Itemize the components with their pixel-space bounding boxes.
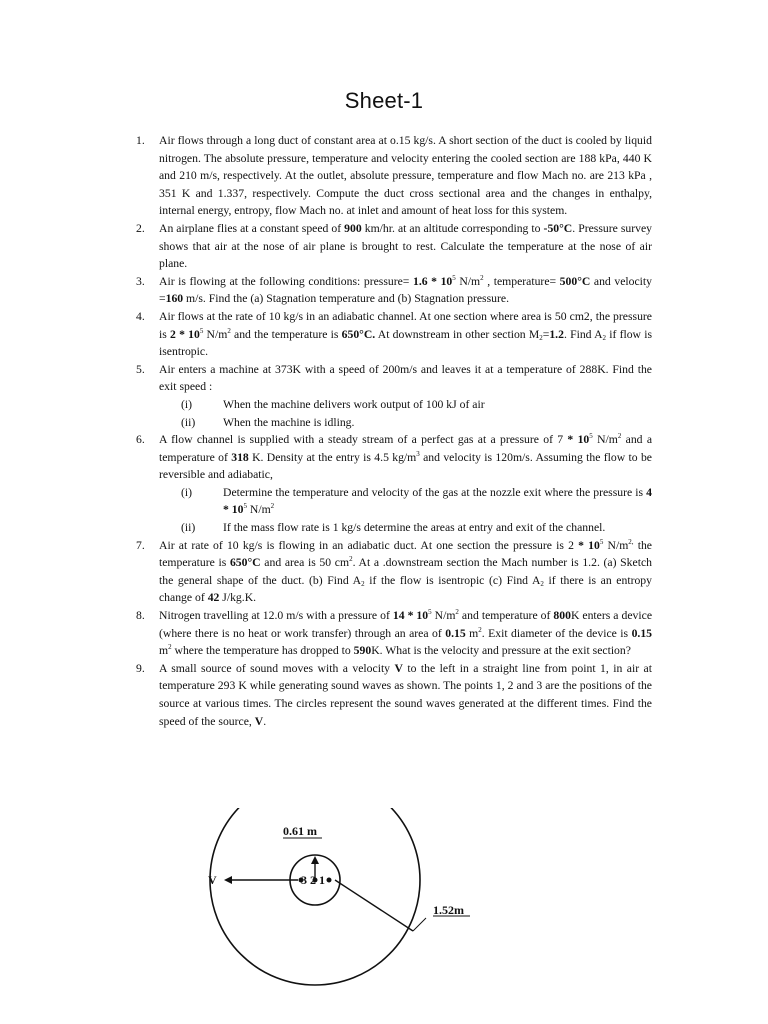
problem-number: 7. (136, 538, 145, 552)
text-run: K. Density at the entry is 4.5 kg/m (248, 450, 417, 464)
superscript: 5 (243, 502, 247, 511)
text-run: if there is an entropy change of (159, 573, 652, 605)
bold-value: 14 * 10 (392, 609, 429, 623)
velocity-label: V (208, 873, 217, 887)
text-run: An airplane flies at a constant speed of (159, 221, 345, 235)
problem-number: 6. (136, 433, 145, 447)
subscript: 2 (602, 333, 607, 342)
problem-2 (136, 220, 652, 273)
sub-number: (ii) (181, 415, 196, 429)
text-run: where the temperature has dropped to (171, 644, 354, 658)
text-run: Air at rate of 10 kg/s is flowing in an adiabatic duct. At one section the pressure is 2 (159, 538, 579, 552)
text-run: N/m (455, 274, 481, 288)
sub-question (136, 519, 652, 537)
problem-number: 1. (136, 134, 145, 147)
superscript: 5 (428, 608, 432, 617)
bold-value: 500°C (559, 274, 591, 288)
problem-number: 2. (136, 221, 145, 235)
sub-text: When the machine is idling. (223, 415, 355, 429)
text-run: A flow channel is supplied with a steady stream of a perfect gas at a pressure of 7 (159, 433, 568, 447)
point-1 (327, 878, 332, 883)
bold-value: 1.6 * 10 (412, 274, 453, 288)
text-run: . (263, 714, 267, 728)
problem-8 (136, 607, 652, 660)
sub-text: If the mass flow rate is 1 kg/s determine the areas at entry and exit of the channel. (223, 521, 606, 535)
text-run: and temperature of (458, 609, 554, 623)
text-run: N/m (246, 503, 271, 517)
text-run: and area is 50 cm (260, 556, 350, 570)
text-run: m (465, 626, 479, 640)
text-run: the temperature is (159, 538, 652, 570)
large-radius-leader (413, 918, 426, 931)
text-run: Determine the temperature and velocity of the gas at the nozzle exit where the pressure is (223, 485, 647, 499)
large-radius-line (335, 880, 413, 931)
superscript: 2 (270, 502, 275, 511)
problem-3 (136, 273, 652, 308)
text-run: K. What is the velocity and pressure at the exit section? (371, 644, 631, 658)
superscript: 5 (589, 432, 593, 441)
sub-text: When the machine delivers work output of 100 kJ of air (223, 397, 485, 411)
bold-value: 0.15 (631, 626, 653, 640)
text-run: . Exit diameter of the device is (481, 626, 632, 640)
problem-list (136, 132, 652, 730)
bold-value: 650°C (229, 556, 261, 570)
superscript: 2 (168, 643, 172, 652)
bold-value: 318 (231, 450, 249, 464)
text-run: A small source of sound moves with a velocity (159, 661, 395, 675)
bold-value: 42 (207, 591, 220, 605)
text-run: = (542, 327, 550, 341)
text-run: to the left in a straight line from point 1, in air at temperature 293 K while generating sound waves as shown. The points 1, 2 and 3 are the positions of the source at various times. The circles represent the sound waves generated at the different times. Find the speed of the source, (159, 661, 652, 728)
bold-value: 800 (553, 609, 571, 623)
problem-number: 8. (136, 609, 145, 623)
bold-value: * 10 (567, 433, 590, 447)
text-run: K enters a device (where there is no heat or work transfer) through an area of (159, 609, 653, 640)
bold-value: * 10 (578, 538, 600, 552)
text-run: and velocity = (159, 274, 652, 306)
sound-wave-figure (190, 808, 490, 1008)
superscript: 2 (617, 432, 622, 441)
superscript: 2, (628, 537, 634, 546)
text-run: km/hr. at an altitude corresponding to (361, 221, 544, 235)
bold-value: V (254, 714, 264, 728)
text-run: and a temperature of (159, 433, 653, 464)
bold-value: V (394, 661, 403, 675)
text-run: if flow is isentropic. (159, 327, 653, 359)
bold-value: 2 * 10 (170, 327, 200, 341)
text-run: J/kg.K. (219, 591, 257, 605)
sub-number: (ii) (181, 521, 196, 535)
text-run: . Find A (563, 327, 603, 341)
text-run: and the temperature is (230, 327, 342, 341)
text-run: N/m (603, 538, 629, 552)
superscript: 2 (349, 555, 353, 564)
superscript: 2 (478, 625, 482, 634)
text-run: Nitrogen travelling at 12.0 m/s with a pressure of (159, 609, 393, 623)
points-label: 3 2 1 (301, 873, 325, 887)
problem-number: 4. (136, 309, 145, 323)
bold-value: 1.2 (549, 327, 564, 341)
text-run: m/s. Find the (a) Stagnation temperature and (b) Stagnation pressure. (183, 292, 509, 306)
problem-number: 3. (136, 274, 145, 288)
bold-value: 0.15 (445, 626, 466, 640)
problem-5 (136, 361, 652, 396)
text-run: Air flows at the rate of 10 kg/s in an adiabatic channel. At one section where area is 50 cm2, the pressure is (159, 309, 652, 341)
text-run: if the flow is isentropic (c) Find A (364, 573, 541, 587)
sub-question (136, 396, 652, 414)
superscript: 2 (227, 326, 231, 335)
superscript: 2 (455, 608, 459, 617)
text-run: . Pressure survey shows that air at the nose of air plane is brought to rest. Calculate the temperature at the nose of air plane. (159, 221, 652, 271)
large-radius-label: 1.52m (433, 903, 464, 917)
superscript: 5 (452, 273, 456, 282)
problem-6 (136, 431, 652, 484)
page-title: Sheet-1 (344, 88, 424, 113)
text-run: N/m (431, 609, 456, 623)
text-run: , temperature= (483, 274, 560, 288)
sub-number: (i) (181, 485, 193, 499)
bold-value: 590 (353, 644, 372, 658)
text-run: Air is flowing at the following conditions: pressure= (159, 274, 413, 288)
problem-text: Air flows through a long duct of constant area at o.15 kg/s. A short section of the duct is cooled by liquid nitrogen. The absolute pressure, temperature and velocity entering the cooled section are 188 kPa, 440 K and 210 m/s, respectively. At the outlet, absolute pressure, temperature and flow Mach no. are 213 kPa , 351 K and 1.337, respectively. Compute the duct cross sectional area and the changes in enthalpy, internal energy, entropy, flow Mach no. at inlet and amount of heat loss for this system. (159, 134, 652, 218)
problem-text: Air enters a machine at 373K with a speed of 200m/s and leaves it at a temperature of 288K. Find the exit speed : (159, 362, 652, 394)
sub-number: (i) (181, 397, 193, 411)
text-run: N/m (203, 327, 228, 341)
problem-4 (136, 308, 652, 361)
bold-value: -50°C (543, 221, 573, 235)
small-radius-label: 0.61 m (283, 824, 317, 838)
text-run: N/m (592, 433, 618, 447)
problem-7 (136, 537, 652, 607)
bold-value: 650°C. (341, 327, 376, 341)
text-run: At downstream in other section M (375, 327, 540, 341)
subscript: 2 (540, 579, 544, 588)
bold-value: 160 (165, 292, 184, 306)
text-run: . At a .downstream section the Mach number is 1.2. (a) Sketch the general shape of the duct. (b) Find A (159, 556, 652, 587)
bold-value: 4 * 10 (223, 485, 652, 517)
sub-question (136, 414, 652, 432)
superscript: 5 (599, 537, 604, 546)
problem-number: 9. (136, 661, 145, 675)
superscript: 5 (199, 326, 204, 335)
superscript: 2 (480, 273, 484, 282)
subscript: 2 (361, 579, 365, 588)
sub-question (136, 484, 652, 519)
bold-value: 900 (344, 221, 362, 235)
superscript: 3 (416, 449, 420, 458)
text-run: m (159, 644, 169, 658)
text-run: and velocity is 120m/s. Assuming the flow to be reversible and adiabatic, (159, 450, 652, 482)
problem-9 (136, 660, 652, 730)
problem-1 (136, 132, 652, 220)
problem-number: 5. (136, 362, 145, 376)
subscript: 2 (539, 333, 543, 342)
